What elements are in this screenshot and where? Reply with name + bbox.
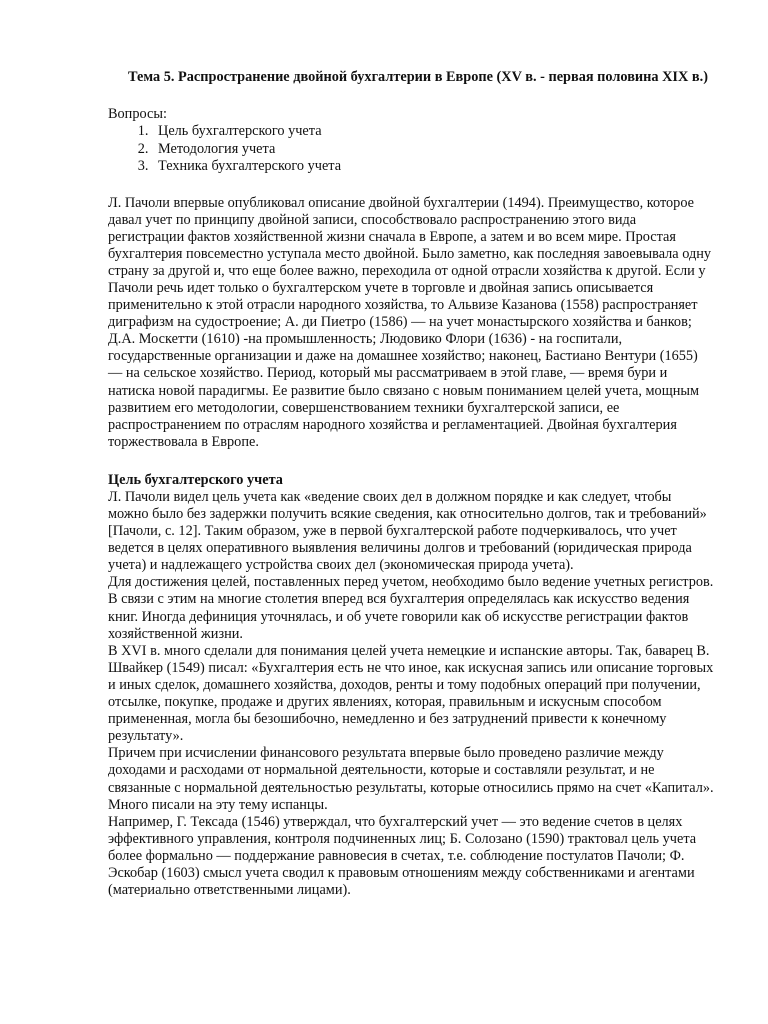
section-paragraph: Для достижения целей, поставленных перед учетом, необходимо было ведение учетных регистров. В связи с этим на многие столетия вперед вся бухгалтерия определялась как искусство ведения книг. Иногда дефиниция уточнялась, и об учете говорили как об искусстве регистрации фактов хозяйственной жизни. (108, 574, 714, 642)
section-paragraph: Причем при исчислении финансового результата впервые было проведено различие между доходами и расходами от нормальной деятельности, которые и составляли результат, и не связанные с нормальной деятельностью результаты, которые относились прямо на счет «Капитал». Много писали на эту тему испанцы. (108, 745, 714, 813)
section-paragraph: Например, Г. Тексада (1546) утверждал, что бухгалтерский учет — это ведение счетов в целях эффективного управления, контроля подчиненных лиц; Б. Солозано (1590) трактовал цель учета более формально — поддержание равновесия в счетах, т.е. соблюдение постулатов Пачоли; Ф. Эскобар (1603) смысл учета сводил к правовым отношениям между собственниками и агентами (материально ответственными лицами). (108, 813, 697, 899)
section-paragraph: Л. Пачоли видел цель учета как «ведение своих дел в должном порядке и как следует, чтобы можно было без задержки получить всякие сведения, как относительно долгов, так и требований» [Пачоли, с. 12]. Таким образом, уже в первой бухгалтерской работе подчеркивалось, что учет ведется в целях оперативного выявления величины долгов и требований (юридическая природа учета) и надлежащего устройства своих дел (экономическая природа учета). (108, 488, 707, 574)
section-heading: Цель бухгалтерского учета (108, 471, 283, 488)
questions-list (108, 123, 714, 176)
intro-paragraph: Л. Пачоли впервые опубликовал описание двойной бухгалтерии (1494). Преимущество, которое давал учет по принципу двойной записи, способствовало распространению этого вида регистрации фактов хозяйственной жизни сначала в Европе, а затем и во всем мире. Простая бухгалтерия повсеместно уступала место двойной. Было заметно, как последняя завоевывала одну страну за другой и, что еще более важно, переходила от одной отрасли хозяйства к другой. Если у Пачоли речь идет только о бухгалтерском учете в торговле и двойная запись описывается применительно к этой отрасли народного хозяйства, то Альвизе Казанова (1558) распространяет диграфизм на судостроение; А. ди Пиетро (1586) — на учет монастырского хозяйства и банков; Д.А. Москетти (1610) -на промышленность; Людовико Флори (1636) - на госпитали, государственные организации и даже на домашнее хозяйство; наконец, Бастиано Вентури (1655) — на сельское хозяйство. Период, который мы рассматриваем в этой главе, — время бури и натиска новой парадигмы. Ее развитие было связано с новым пониманием целей учета, мощным развитием его методологии, совершенствованием техники бухгалтерской записи, ее распространением по отраслям народного хозяйства и регламентацией. Двойная бухгалтерия торжествовала в Европе. (108, 194, 712, 450)
question-item: 2. Методология учета (152, 141, 714, 159)
question-item: 1. Цель бухгалтерского учета (152, 123, 714, 141)
questions-heading: Вопросы: (108, 106, 167, 122)
document-title: Тема 5. Распространение двойной бухгалтерии в Европе (XV в. - первая половина XIX в.) (128, 69, 708, 85)
section-paragraph: В XVI в. много сделали для понимания целей учета немецкие и испанские авторы. Так, баварец В. Швайкер (1549) писал: «Бухгалтерия есть не что иное, как искусная запись или описание торговых и иных сделок, домашнего хозяйства, доходов, ренты и тому подобных операций при получении, отсылке, покупке, продаже и других явлениях, которая, правильным и искусным способом примененная, могла бы безошибочно, немедленно и без затруднений привести к конечному результату». (108, 642, 714, 745)
question-item: 3. Техника бухгалтерского учета (152, 158, 714, 176)
